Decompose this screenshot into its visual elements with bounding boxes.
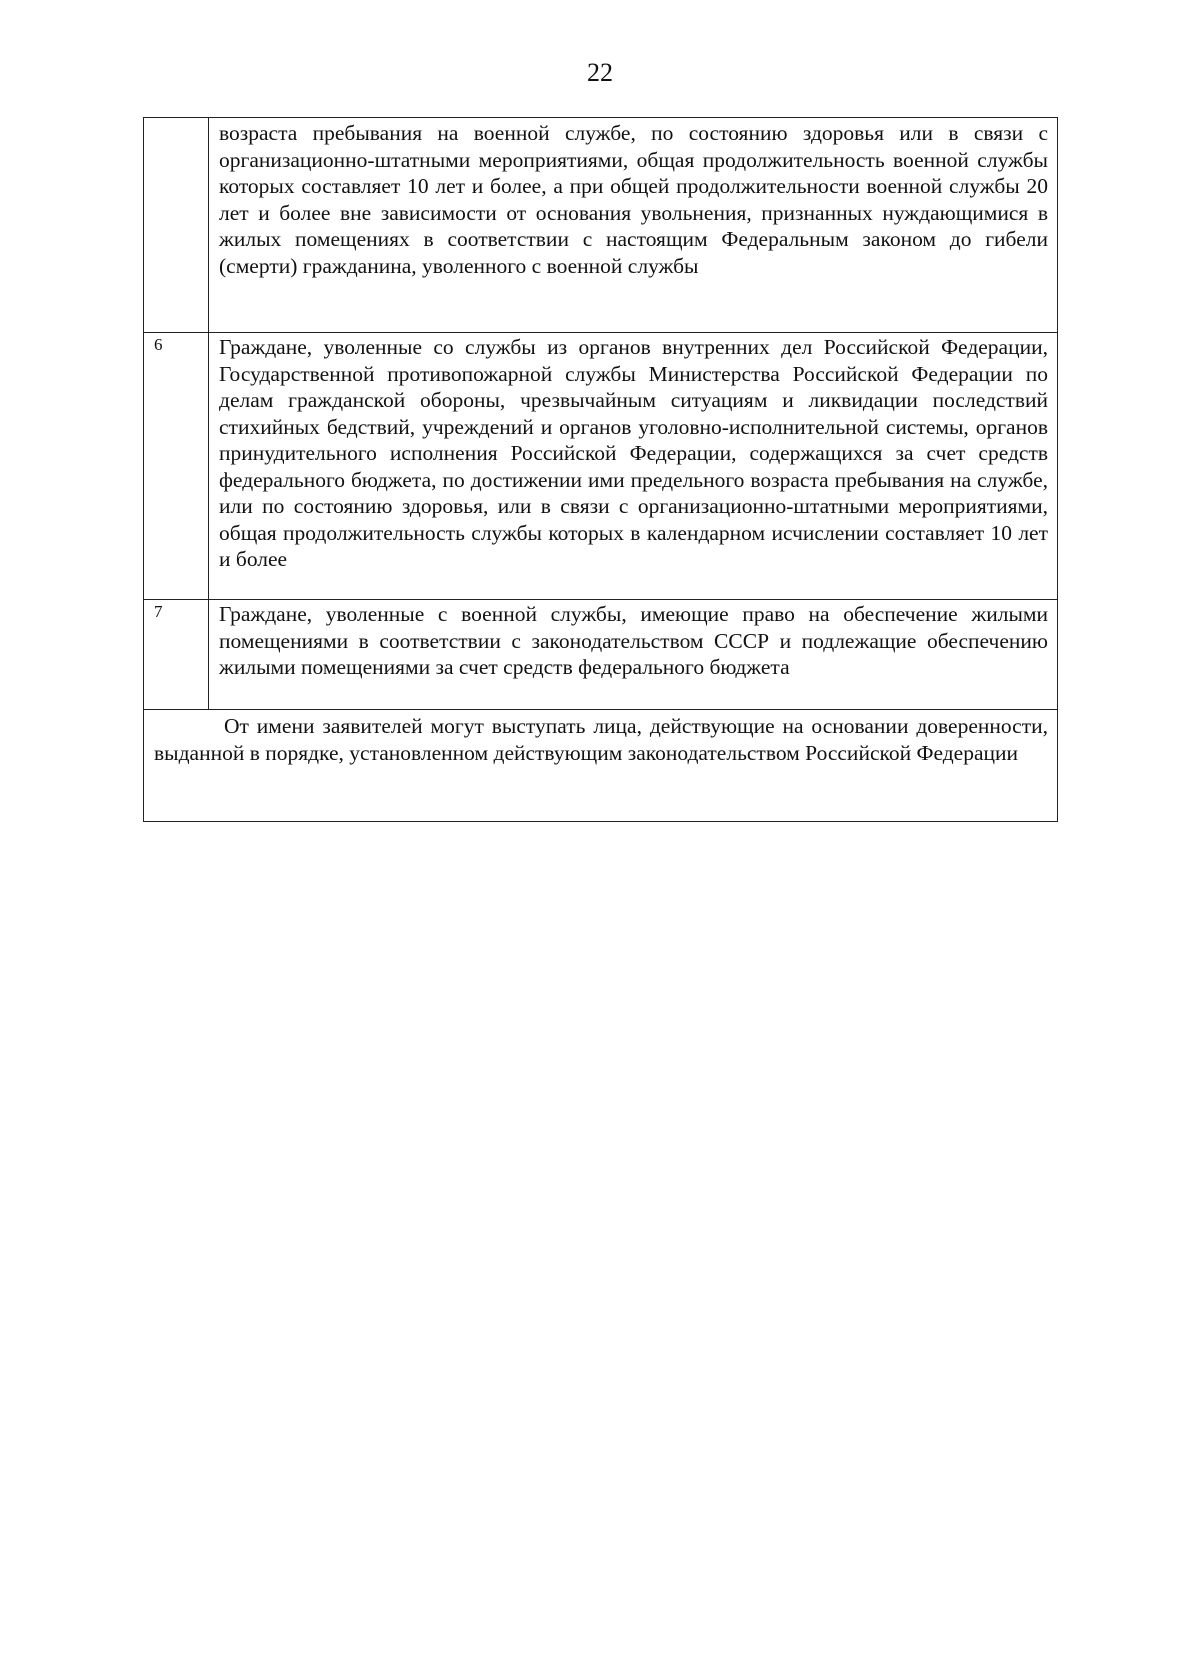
row-text: Граждане, уволенные с военной службы, имеющие право на обеспечение жилыми помещениями в соответствии с законодательством СССР и подлежащие обеспечению жилыми помещениями за счет средств федерального бюджета [219, 602, 1048, 679]
page-number: 22 [587, 58, 613, 87]
row-text-cell [209, 333, 1058, 600]
row-number-cell: 6 [144, 333, 209, 600]
applicants-table [143, 117, 1058, 822]
note-cell [144, 710, 1058, 822]
row-text-cell [209, 118, 1058, 333]
table-row [144, 118, 1058, 333]
table-note-row [144, 710, 1058, 822]
row-text-cell [209, 600, 1058, 710]
row-text: Граждане, уволенные со службы из органов внутренних дел Российской Федерации, Государственной противопожарной службы Министерства Российской Федерации по делам гражданской обороны, чрезвычайным ситуациям и ликвидации последствий стихийных бедствий, учреждений и органов уголовно-исполнительной системы, органов принудительного исполнения Российской Федерации, содержащихся за счет средств федерального бюджета, по достижении ими предельного возраста пребывания на службе, или по состоянию здоровья, или в связи с организационно-штатными мероприятиями, общая продолжительность службы которых в календарном исчислении составляет 10 лет и более [219, 335, 1048, 571]
table-row [144, 333, 1058, 600]
table-row [144, 600, 1058, 710]
note-text: От имени заявителей могут выступать лица, действующие на основании доверенности, выданной в порядке, установленном действующим законодательством Российской Федерации [154, 714, 1048, 765]
row-number-cell [144, 118, 209, 333]
row-text: возраста пребывания на военной службе, по состоянию здоровья или в связи с организационно-штатными мероприятиями, общая продолжительность военной службы которых составляет 10 лет и более, а при общей продолжительности военной службы 20 лет и более вне зависимости от основания увольнения, признанных нуждающимися в жилых помещениях в соответствии с настоящим Федеральным законом до гибели (смерти) гражданина, уволенного с военной службы [219, 121, 1048, 278]
row-number-cell: 7 [144, 600, 209, 710]
